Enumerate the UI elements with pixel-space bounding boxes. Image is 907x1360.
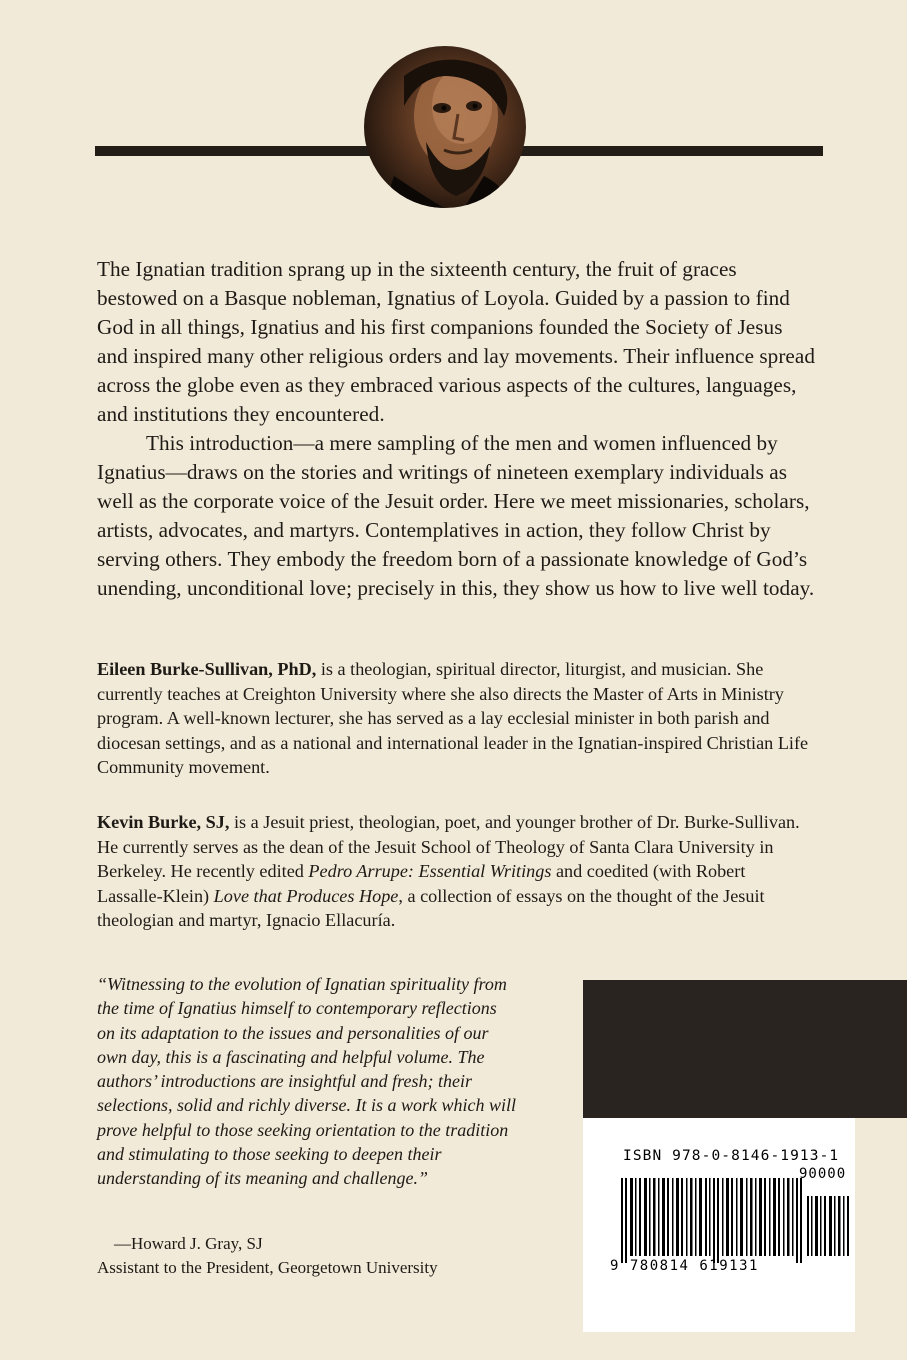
ean-number: 9 780814 619131 bbox=[610, 1258, 759, 1274]
endorser-name: —Howard J. Gray, SJ bbox=[114, 1234, 263, 1253]
endorsement-attribution bbox=[97, 1232, 517, 1280]
barcode-panel bbox=[583, 1118, 855, 1332]
author-bio-kevin-text-a: is a Jesuit priest, theologian, poet, and younger brother of Dr. Burke-Sullivan. He currently serves as the dean of the Jesuit School of Theology of Santa Clara University in Berkeley. He recently edited bbox=[97, 812, 800, 882]
barcode-graphic bbox=[621, 1168, 851, 1263]
dark-panel bbox=[583, 980, 907, 1118]
ean-barcode-bars bbox=[621, 1178, 849, 1263]
author-bio-kevin-text-b: and coedited (with Robert Lassalle-Klein) bbox=[97, 861, 746, 906]
book-title-love-that-produces-hope: Love that Produces Hope bbox=[213, 885, 399, 906]
portrait-image bbox=[364, 46, 526, 208]
endorser-affiliation: Assistant to the President, Georgetown University bbox=[97, 1258, 438, 1277]
isbn-label: ISBN 978-0-8146-1913-1 bbox=[623, 1148, 840, 1164]
portrait-illustration bbox=[364, 46, 526, 208]
description-paragraph-2: This introduction—a mere sampling of the men and women influenced by Ignatius—draws on the stories and writings of nineteen exemplary individuals as well as the corporate voice of the Jesuit order. Here we meet missionaries, scholars, artists, advocates, and martyrs. Contemplatives in action, they follow Christ by serving others. They embody the freedom born of a passionate knowledge of God’s unending, unconditional love; precisely in this, they show us how to live well today. bbox=[97, 431, 815, 600]
book-description bbox=[97, 255, 817, 603]
author-name-eileen: Eileen Burke-Sullivan, PhD, bbox=[97, 659, 317, 679]
book-title-pedro-arrupe: Pedro Arrupe: Essential Writings bbox=[308, 861, 552, 882]
author-bio-kevin-text-c: , a collection of essays on the thought of the Jesuit theologian and martyr, Ignacio Ellacuría. bbox=[97, 885, 765, 931]
author-name-kevin: Kevin Burke, SJ, bbox=[97, 812, 230, 832]
author-bio-eileen bbox=[97, 657, 815, 780]
author-bio-eileen-text: is a theologian, spiritual director, liturgist, and musician. She currently teaches at Creighton University where she also directs the Master of Arts in Ministry program. A well-known lecturer, she has served as a lay ecclesial minister in both parish and diocesan settings, and as a national and international leader in the Ignatian-inspired Christian Life Community movement. bbox=[97, 659, 809, 778]
price-supplement-code: 90000 bbox=[799, 1166, 847, 1182]
author-bio-kevin bbox=[97, 810, 815, 933]
endorsement-quote: “Witnessing to the evolution of Ignatian spirituality from the time of Ignatius himself to contemporary reflections on its adaptation to the issues and personalities of our own day, this is a fascinating and helpful volume. The authors’ introductions are insightful and fresh; their selections, solid and richly diverse. It is a work which will prove helpful to those seeking orientation to the tradition and stimulating to those seeking to deepen their understanding of its meaning and challenge.” bbox=[97, 974, 516, 1189]
description-paragraph-1: The Ignatian tradition sprang up in the sixteenth century, the fruit of graces bestowed on a Basque nobleman, Ignatius of Loyola. Guided by a passion to find God in all things, Ignatius and his first companions founded the Society of Jesus and inspired many other religious orders and lay movements. Their influence spread across the globe even as they embraced various aspects of the cultures, languages, and institutions they encountered. bbox=[97, 257, 815, 426]
